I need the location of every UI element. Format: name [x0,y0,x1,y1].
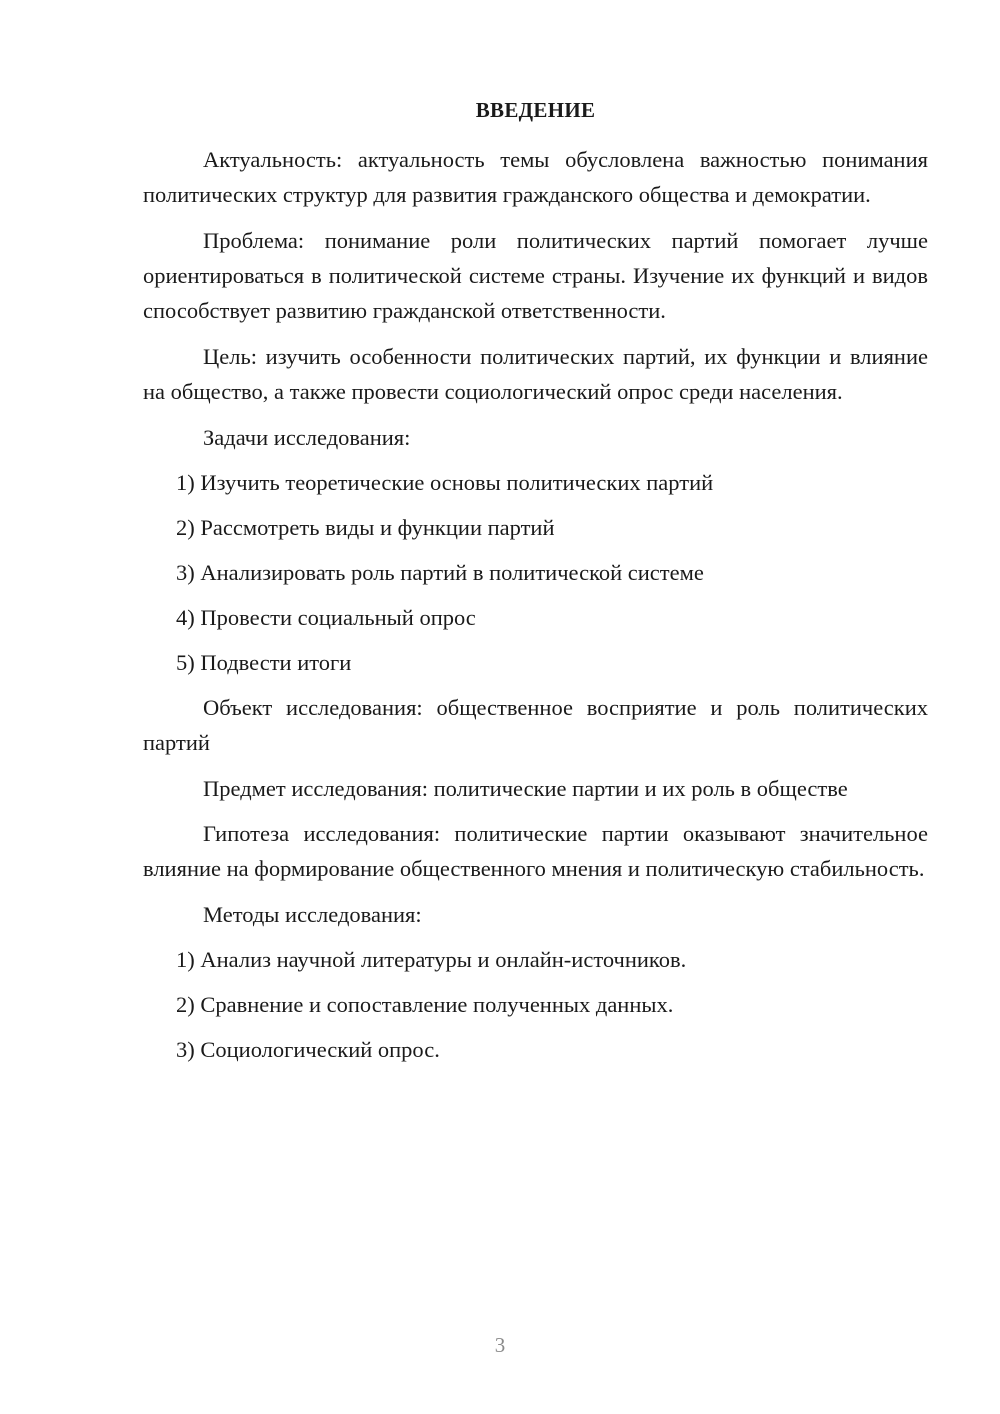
method-item: 1) Анализ научной литературы и онлайн-источников. [176,947,687,972]
hypothesis-paragraph: Гипотеза исследования: политические партии оказывают значительное влияние на формирование общественного мнения и политическую стабильность. [143,821,928,881]
methods-list [143,942,928,1067]
subject-paragraph: Предмет исследования: политические партии и их роль в обществе [203,776,848,801]
tasks-heading: Задачи исследования: [203,425,411,450]
task-item: 3) Анализировать роль партий в политической системе [176,560,704,585]
task-item: 4) Провести социальный опрос [176,605,476,630]
goal-paragraph: Цель: изучить особенности политических партий, их функции и влияние на общество, а также провести социологический опрос среди населения. [143,344,928,404]
page-content [143,96,928,1077]
task-item: 2) Рассмотреть виды и функции партий [176,515,555,540]
page-number: 3 [494,1333,506,1357]
method-item: 2) Сравнение и сопоставление полученных данных. [176,992,674,1017]
methods-heading: Методы исследования: [203,902,422,927]
task-item: 1) Изучить теоретические основы политических партий [176,470,714,495]
task-item: 5) Подвести итоги [176,650,352,675]
problem-paragraph: Проблема: понимание роли политических партий помогает лучше ориентироваться в политической системе страны. Изучение их функций и видов способствует развитию гражданской ответственности. [143,228,928,323]
method-item: 3) Социологический опрос. [176,1037,440,1062]
page-title: ВВЕДЕНИЕ [475,98,596,122]
tasks-list [143,465,928,680]
relevance-paragraph: Актуальность: актуальность темы обусловлена важностью понимания политических структур для развития гражданского общества и демократии. [143,147,928,207]
object-paragraph: Объект исследования: общественное восприятие и роль политических партий [143,695,928,755]
